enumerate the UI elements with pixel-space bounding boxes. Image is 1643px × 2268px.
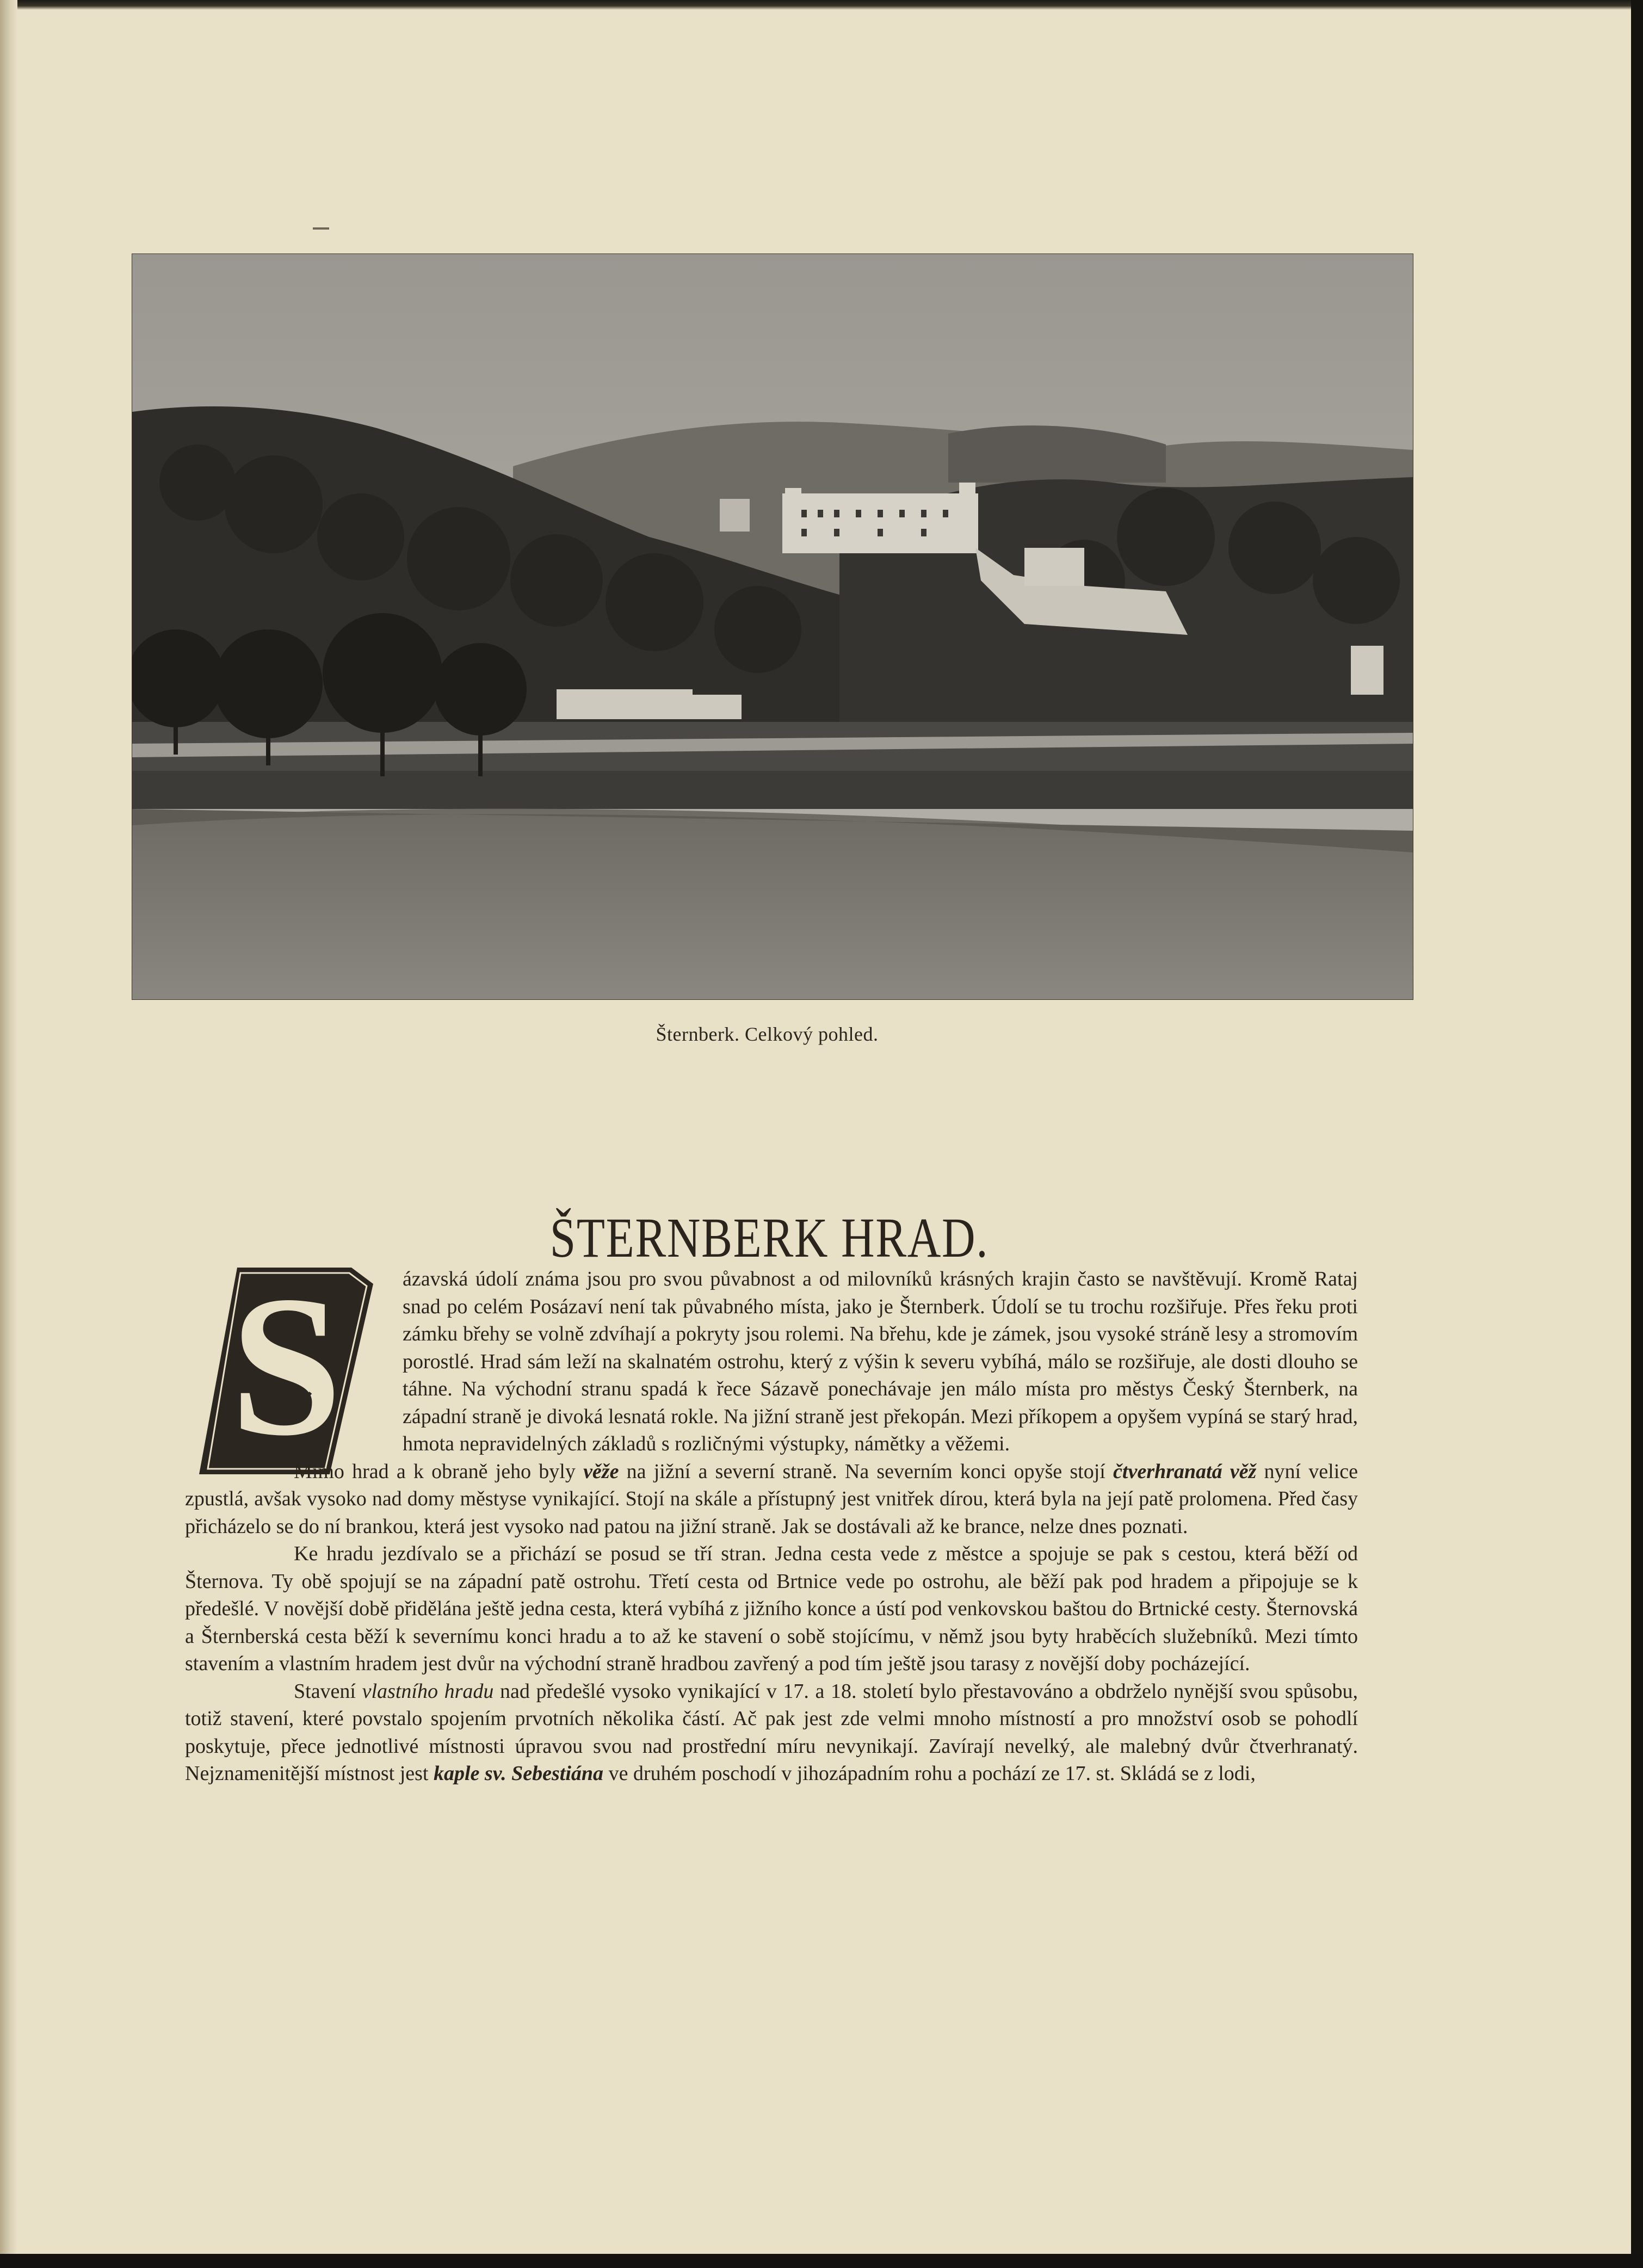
article-body: [185, 1265, 1358, 1788]
term-kaple: kaple sv. Sebestiána: [433, 1762, 604, 1785]
dropcap-letter: S: [230, 1254, 342, 1478]
page-top-edge: [0, 0, 1643, 10]
paragraph-1: ázavská údolí známa jsou pro svou půvabnost a od milovníků krásných krajin často se navštěvují. Kromě Rataj snad po celém Posázaví není tak půvabného místa, jako je Šternberk. Údolí se tu trochu rozšiřuje. Přes řeku proti zámku břehy se volně zdvíhají a pokryty jsou rolemi. Na břehu, kde je zámek, jsou vysoké stráně lesy a stromovím porostlé. Hrad sám leží na skalnatém ostrohu, který z výšin k severu vybíhá, málo se rozšiřuje, ale dosti dlouho se táhne. Na východní stranu spadá k řece Sázavě ponechávaje jen málo místa pro městys Český Šternberk, na západní straně je divoká lesnatá rokle. Na jižní straně jest překopán. Mezi příkopem a opyšem vypíná se starý hrad, hmota nepravidelných základů s rozličnými výstupky, námětky a věžemi.: [403, 1268, 1358, 1455]
book-gutter: [0, 0, 17, 2268]
paragraph-4: Stavení vlastního hradu nad předešlé vysoko vynikající v 17. a 18. století bylo přestavováno a obdrželo nynější svou spůsobu, totiž stavení, které povstalo spojením prvotních několika částí. Ač pak jest zde velmi mnoho místností a pro množství osob se pohodlí poskytuje, přece jednotlivé místnosti úpravou svou nad prostřední míru nevynikají. Zavírají nevelký, ale malebný dvůr čtverhranatý. Nejznamenitější místnost jest kaple sv. Sebestiána ve druhém poschodí v jihozápadním rohu a pochází ze 17. st. Skládá se z lodi,: [185, 1679, 1358, 1785]
castle-landscape-photo: [132, 254, 1413, 1000]
term-vlastniho-hradu: vlastního hradu: [362, 1679, 494, 1703]
page-right-edge: [1631, 0, 1643, 2268]
page-bottom-edge: [0, 2254, 1643, 2268]
paragraph-2: Mimo hrad a k obraně jeho byly věže na jižní a severní straně. Na severním konci opyše stojí čtverhranatá věž nyní velice zpustlá, avšak vysoko nad domy městyse vynikající. Stojí na skále a přístupný jest vnitřek dírou, která byla na její patě prolomena. Před časy přicházelo se do ní brankou, která jest vysoko nad patou na jižní straně. Jak se dostávali až ke brance, nelze dnes poznati.: [185, 1460, 1358, 1538]
term-veze: věže: [583, 1460, 619, 1483]
paragraph-3: Ke hradu jezdívalo se a přichází se posud se tří stran. Jedna cesta vede z městce a spojuje se pak s cestou, která běží od Šternova. Ty obě spojují se na západní patě ostrohu. Třetí cesta od Brtnice vede po ostrohu, ale běží pak pod hradem a připojuje se k předešlé. V novější době přidělána ještě jedna cesta, která vybíhá z jižního konce a ústí pod venkovskou baštou do Brtnické cesty. Šternovská a Šternberská cesta běží k severnímu konci hradu a to až ke stavení o sobě stojícímu, v němž jsou byty hraběcích služebníků. Mezi tímto stavením a vlastním hradem jest dvůr na východní straně hradbou zavřený a pod tím ještě jsou tarasy z novější doby pocházející.: [185, 1542, 1358, 1675]
print-mark: [313, 227, 329, 230]
article-title: ŠTERNBERK HRAD.: [549, 1206, 989, 1269]
castle-landscape-illustration: [132, 254, 1413, 999]
photo-caption: Šternberk. Celkový pohled.: [656, 1023, 879, 1045]
term-ctverhranata-vez: čtverhranatá věž: [1113, 1460, 1257, 1483]
